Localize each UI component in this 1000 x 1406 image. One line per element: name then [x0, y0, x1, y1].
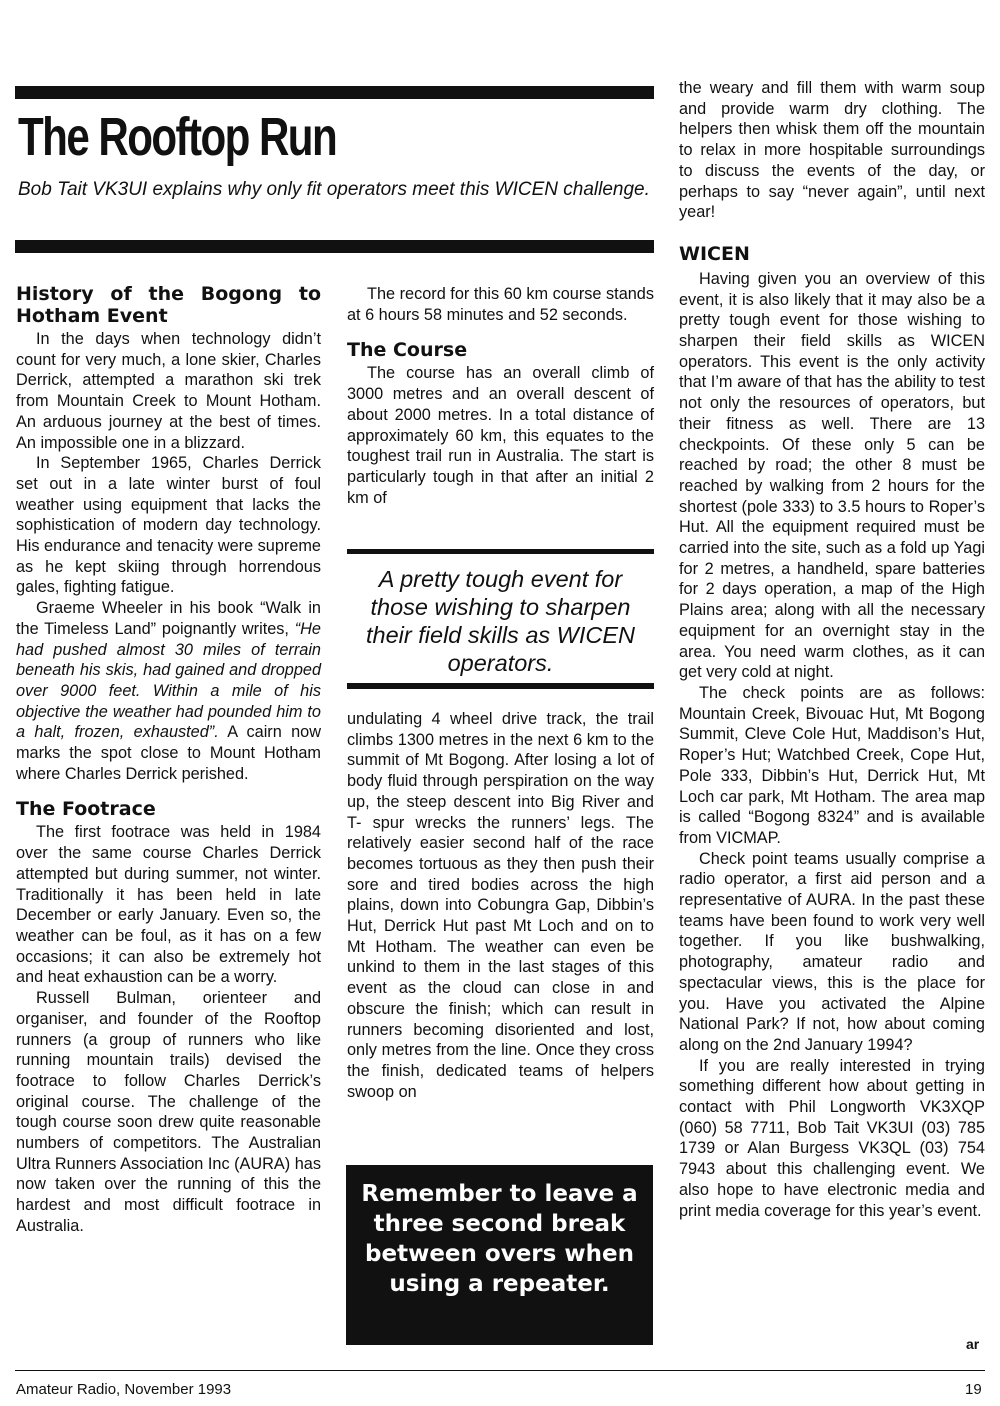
history-paragraph-3-end: A cairn now marks the spot close to Mount Hotham where Charles Derrick perished. — [16, 723, 321, 783]
helpers-paragraph: the weary and fill them with warm soup and provide warm dry clothing. The helpers then whisk them off the mountain to relax in more hospitable surroundings to discuss the events of the day, or perhaps to say “never again”, until next year! — [679, 79, 985, 222]
footrace-paragraph-1: The first footrace was held in 1984 over the same course Charles Derrick attempted but during summer, not winter. Traditionally it has been held in late December or early January. Even so, the weather can be foul, as it has on a few occasions; it can also be extremely hot and heat exhaustion can be a worry. — [16, 823, 321, 987]
footrace-paragraph-2: Russell Bulman, orienteer and organiser, and founder of the Rooftop runners (a group of runners who like running mountain trails) devised the footrace to follow Charles Derrick’s original course. The challenge of the tough course soon drew quite reasonable numbers of competitors. The Australian Ultra Runners Association Inc (AURA) has now taken over the running of this the hardest and most difficult footrace in Australia. — [16, 989, 321, 1235]
header-top-rule — [15, 86, 654, 99]
book-quote: “He had pushed almost 30 miles of terrain beneath his skis, had gained and dropped over 9000 feet. Within a mile of his objective the weather had pounded him to a halt, frozen, exhausted”. — [16, 619, 321, 742]
end-of-article-mark: ar — [966, 1336, 980, 1352]
history-paragraph-1: In the days when technology didn’t count for very much, a lone skier, Charles Derrick, attempted a marathon ski trek from Mountain Creek to Mount Hotham. An arduous journey at the best of times. An impossible one in a blizzard. — [16, 330, 321, 452]
header-bottom-rule — [15, 240, 654, 253]
section-heading-footrace: The Footrace — [16, 798, 156, 821]
history-paragraph-3-intro: Graeme Wheeler in his book “Walk in the Timeless Land” poignantly writes, — [16, 599, 321, 638]
contact-paragraph: If you are really interested in trying something different how about getting in contact with Phil Longworth VK3XQP (060) 58 7711, Bob Tait VK3UI (03) 785 1739 or Alan Burgess VK3QL (03) 754 7943 about this challenging event. We also hope to have electronic media and print media coverage for this year’s event. — [679, 1056, 985, 1220]
article-deck: Bob Tait VK3UI explains why only fit operators meet this WICEN challenge. — [18, 179, 650, 200]
footer-page-number: 19 — [965, 1381, 982, 1398]
history-paragraph-2: In September 1965, Charles Derrick set out in a late winter burst of foul weather using equipment that lacks the sophistication of modern day technology. His endurance and tenacity were supreme as he kept skiing through horrendous gales, fighting fatigue. — [16, 454, 321, 597]
section-heading-history: History of the Bogong to Hotham Event — [16, 283, 321, 327]
column-3 — [679, 78, 985, 1221]
section-heading-wicen: WICEN — [679, 242, 750, 265]
column-1 — [16, 283, 321, 1237]
course-paragraph-1: The course has an overall climb of 3000 metres and an overall descent of about 2000 metres. In a total distance of approximately 60 km, this equates to the toughest trail run in Australia. The start is particularly tough in that after an initial 2 km of — [347, 364, 654, 507]
checkpoints-paragraph: The check points are as follows: Mountain Creek, Bivouac Hut, Mt Bogong Summit, Cleve Cole Hut, Maddison’s Hut, Roper’s Hut; Watchbed Creek, Cope Hut, Pole 333, Dibbin’s Hut, Derrick Hut, Mt Loch car park, Mt Hotham. The area map is called “Bogong 8324” and is available from VICMAP. — [679, 683, 985, 847]
teams-paragraph: Check point teams usually comprise a radio operator, a first aid person and a representative of AURA. In the past these teams have been found to work very well together. If you like bushwalking, photography, amateur radio and spectacular views, this is the place for you. Have you activated the Alpine National Park? If not, how about coming along on the 2nd January 1994? — [679, 849, 985, 1054]
pullquote-bottom-rule — [347, 683, 654, 689]
column-2-top — [347, 284, 654, 508]
course-record-paragraph: The record for this 60 km course stands at 6 hours 58 minutes and 52 seconds. — [347, 285, 654, 324]
repeater-reminder-box: Remember to leave a three second break between overs when using a repeater. — [346, 1165, 653, 1345]
article-title: The Rooftop Run — [18, 107, 337, 167]
wicen-paragraph-1: Having given you an overview of this event, it is also likely that it may also be a pretty tough event for those wishing to sharpen their field skills as WICEN operators. This event is the only activity that I’m aware of that has the ability to test not only the resources of operators, but their fitness as well. There are 13 checkpoints. Of these only 5 can be reached by road; the other 8 must be reached by walking from 2 hours for the shortest (pole 333) to 3.5 hours to Roper’s Hut. All the equipment required must be carried into the site, such as a fold up Yagi for 2 metres, a handheld, spare batteries for 2 days operation, a map of the High Plains area; along with all the necessary equipment for an overnight stay in the area. You need warm clothes, as it can get very cold at night. — [679, 269, 985, 682]
pullquote-top-rule — [347, 549, 654, 554]
course-paragraph-2: undulating 4 wheel drive track, the trail climbs 1300 metres in the next 6 km to the summit of Mt Bogong. After losing a lot of body fluid through perspiration on the way up, the steep descent into Big River and T- spur wrecks the runners’ legs. The relatively easier second half of the race becomes tortuous as they then push their sore and tired bodies across the high plains, down into Cobungra Gap, Dibbin’s Hut, Derrick Hut past Mt Loch and on to Mt Hotham. The weather can even be unkind to them in the last stages of this event as the cloud can close in and obscure the finish; which can result in runners becoming disoriented and lost, only metres from the line. Once they cross the finish, dedicated teams of helpers swoop on — [347, 710, 654, 1101]
pull-quote: A pretty tough event for those wishing to sharpen their field skills as WICEN operators. — [366, 566, 635, 676]
history-paragraph-3 — [16, 598, 321, 784]
section-heading-course: The Course — [347, 339, 468, 362]
footer-rule — [15, 1370, 985, 1371]
column-2-bottom — [347, 709, 654, 1102]
footer-publication: Amateur Radio, November 1993 — [16, 1381, 232, 1398]
